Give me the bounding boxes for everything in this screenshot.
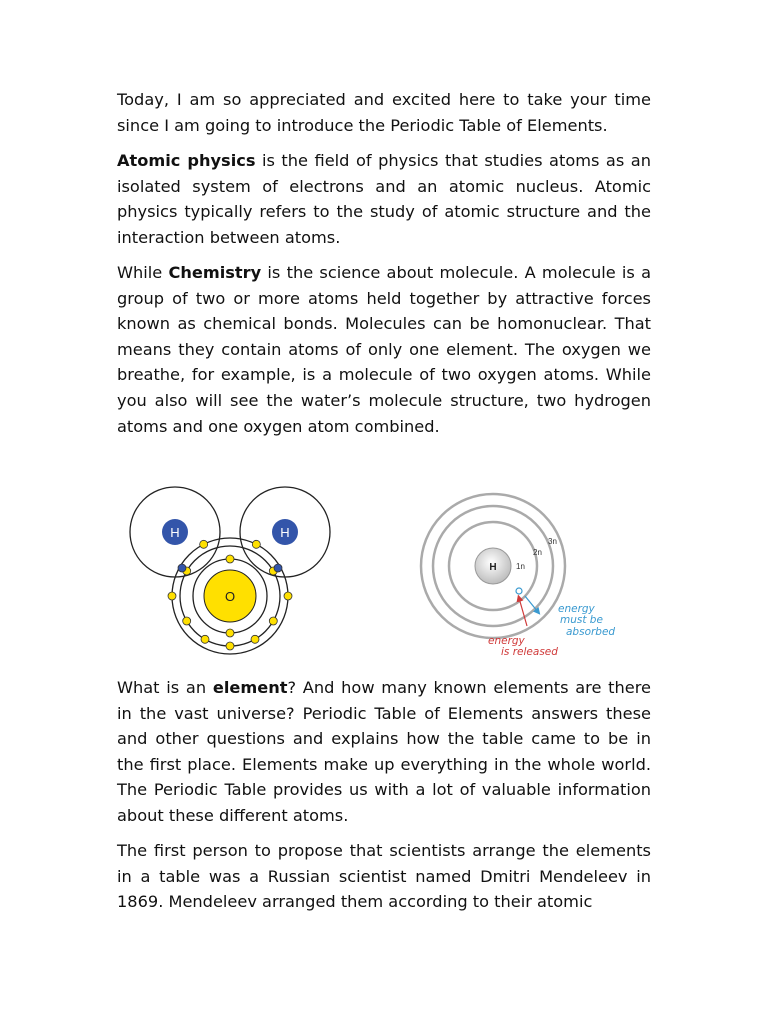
oxygen-electron <box>201 635 209 643</box>
bohr-nucleus-label: H <box>489 562 497 573</box>
intro-text: Today, I am so appreciated and excited here to take your time since I am going to introduce the Periodic Table of Elements. <box>117 90 651 135</box>
atomic-physics-paragraph <box>117 148 651 250</box>
oxygen-label: O <box>224 589 236 604</box>
element-text: ? And how many known elements are there in the vast universe? Periodic Table of Elements answers these and other questions and explains how the table came to be in the first place. Elements make up everything in the whole world. The Periodic Table provides us with a lot of valuable information about these different atoms. <box>117 678 651 825</box>
oxygen-electron <box>284 592 292 600</box>
oxygen-electron <box>252 540 260 548</box>
mendeleev-text: The first person to propose that scientists arrange the elements in a table was a Russian scientist named Dmitri Mendeleev in 1869. Mendeleev arranged them according to their atomic <box>117 841 651 912</box>
shell-label-1n: 1n <box>516 562 525 571</box>
oxygen-electron <box>269 617 277 625</box>
element-lead: What is an <box>117 678 213 697</box>
absorbed-note-line3: absorbed <box>566 626 616 638</box>
atomic-physics-term: Atomic physics <box>117 151 256 170</box>
element-paragraph <box>117 675 651 829</box>
intro-paragraph <box>117 87 651 138</box>
oxygen-electron <box>226 642 234 650</box>
absorbed-note-line2: must be <box>560 614 603 626</box>
shared-electron-right <box>274 564 282 572</box>
chemistry-text: is the science about molecule. A molecule is a group of two or more atoms held together by attractive forces known as chemical bonds. Molecules can be homonuclear. That means they contain atoms of only one element. The oxygen we breathe, for example, is a molecule of two oxygen atoms. While you also will see the water’s molecule structure, two hydrogen atoms and one oxygen atom combined. <box>117 263 651 436</box>
chemistry-paragraph <box>117 260 651 439</box>
hydrogen-left-label: H <box>170 525 180 540</box>
atomic-physics-text: is the field of physics that studies atoms as an isolated system of electrons and an atomic nucleus. Atomic physics typically refers to the study of atomic structure and the interaction between atoms. <box>117 151 651 247</box>
mendeleev-paragraph <box>117 838 651 915</box>
chemistry-term: Chemistry <box>168 263 262 282</box>
oxygen-electron <box>251 635 259 643</box>
oxygen-electron <box>183 617 191 625</box>
chemistry-lead: While <box>117 263 169 282</box>
absorbed-note-line1: energy <box>558 603 595 615</box>
water-molecule-diagram <box>120 478 350 664</box>
shared-electron-left <box>178 564 186 572</box>
oxygen-electron <box>200 540 208 548</box>
oxygen-inner-electron <box>226 555 234 563</box>
oxygen-electron <box>168 592 176 600</box>
released-note-line1: energy <box>488 635 525 647</box>
element-term: element <box>212 678 288 697</box>
shell-label-2n: 2n <box>533 548 542 557</box>
oxygen-inner-electron <box>226 629 234 637</box>
bohr-electron <box>516 588 522 594</box>
bohr-model-diagram <box>408 488 650 662</box>
released-note-line2: is released <box>501 646 558 658</box>
shell-label-3n: 3n <box>548 537 557 546</box>
hydrogen-right-label: H <box>280 525 290 540</box>
